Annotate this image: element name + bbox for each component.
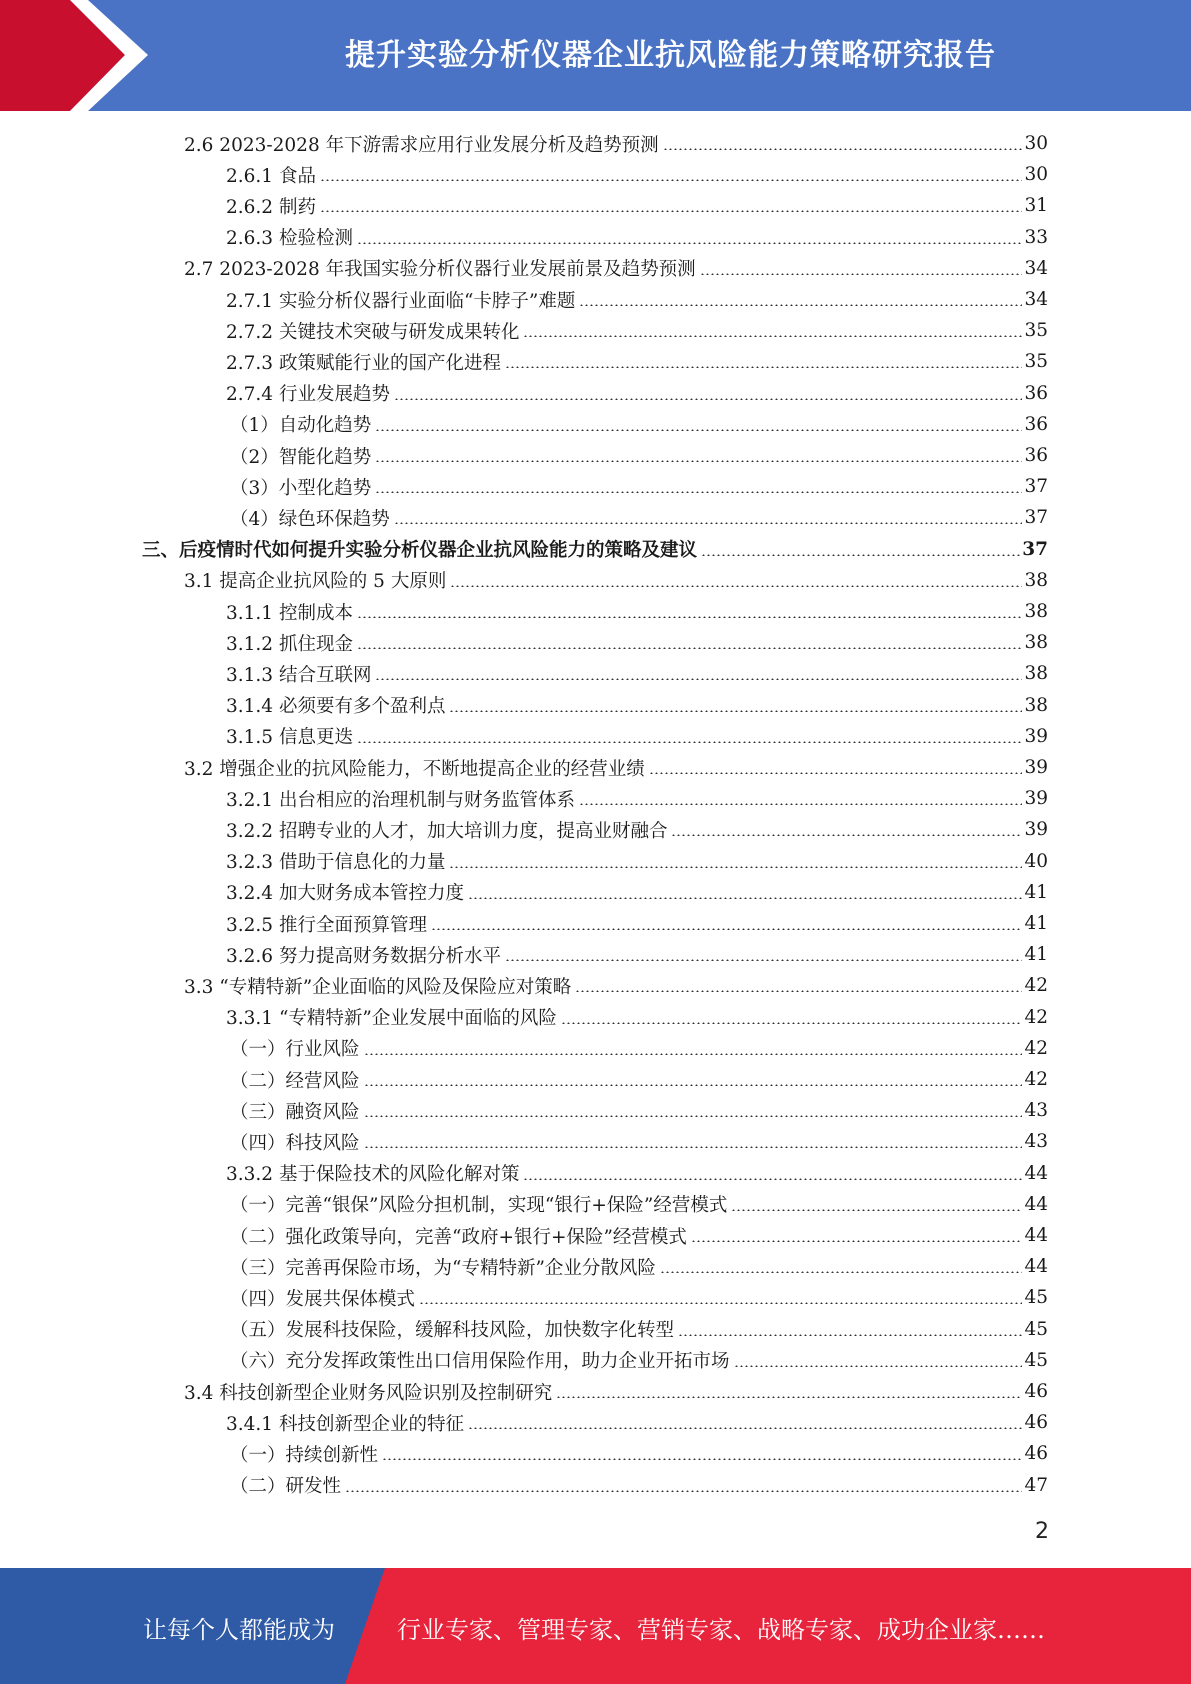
toc-dot-leader (468, 897, 1022, 899)
toc-dot-leader (375, 429, 1022, 431)
toc-dot-leader (561, 1022, 1023, 1024)
toc-entry-title: 3.1.1 控制成本 (226, 602, 353, 624)
toc-entry[interactable] (230, 1033, 1048, 1064)
toc-entry-title: （4）绿色环保趋势 (230, 508, 390, 530)
toc-entry-page: 30 (1024, 164, 1048, 186)
toc-entry-page: 44 (1024, 1193, 1048, 1215)
toc-entry[interactable] (226, 658, 1048, 689)
toc-entry-page: 42 (1024, 1069, 1048, 1090)
toc-entry-page: 37 (1022, 538, 1048, 560)
toc-entry-title: （二）强化政策导向，完善“政府+银行+保险”经营模式 (230, 1226, 687, 1248)
toc-entry[interactable] (230, 502, 1048, 533)
toc-entry-title: 3.1.5 信息更迭 (226, 727, 353, 749)
toc-entry-title: 3.2.2 招聘专业的人才，加大培训力度，提高业财融合 (226, 820, 668, 842)
toc-entry[interactable] (230, 409, 1048, 440)
toc-entry-title: 3.2.6 努力提高财务数据分析水平 (226, 945, 501, 967)
toc-entry-title: 2.6.2 制药 (226, 196, 316, 218)
toc-entry-title: 3.1.3 结合互联网 (226, 664, 372, 686)
toc-dot-leader (431, 928, 1022, 930)
toc-dot-leader (505, 366, 1022, 368)
toc-dot-leader (357, 242, 1023, 244)
toc-dot-leader (345, 1490, 1022, 1492)
toc-entry-title: 3.4.1 科技创新型企业的特征 (226, 1413, 464, 1435)
toc-dot-leader (523, 335, 1022, 337)
toc-entry-title: （1）自动化趋势 (230, 415, 372, 437)
page-title: 提升实验分析仪器企业抗风险能力策略研究报告 (345, 38, 996, 73)
toc-entry[interactable] (230, 440, 1048, 471)
toc-dot-leader (468, 1427, 1022, 1429)
toc-entry[interactable] (230, 1314, 1048, 1345)
toc-entry-page: 38 (1024, 632, 1048, 654)
toc-entry[interactable] (226, 159, 1048, 190)
toc-entry-title: 2.7.1 实验分析仪器行业面临“卡脖子”难题 (226, 290, 576, 312)
toc-entry-page: 36 (1024, 382, 1048, 404)
toc-entry-page: 33 (1024, 226, 1048, 248)
toc-entry[interactable] (230, 1282, 1048, 1313)
toc-dot-leader (731, 1209, 1022, 1211)
toc-dot-leader (505, 959, 1022, 961)
page-number: 2 (1035, 1519, 1049, 1544)
toc-entry[interactable] (230, 1220, 1048, 1251)
toc-entry-title: 2.6.1 食品 (226, 165, 316, 187)
toc-entry-title: 2.7 2023-2028 年我国实验分析仪器行业发展前景及趋势预测 (184, 259, 696, 281)
toc-entry[interactable] (226, 284, 1048, 315)
toc-entry[interactable] (230, 1251, 1048, 1282)
toc-entry-page: 44 (1024, 1256, 1048, 1278)
toc-entry[interactable] (226, 721, 1048, 752)
toc-entry-title: 2.7.2 关键技术突破与研发成果转化 (226, 321, 520, 343)
toc-entry-page: 31 (1024, 195, 1048, 217)
toc-entry-page: 39 (1024, 725, 1048, 747)
toc-entry[interactable] (230, 1345, 1048, 1376)
toc-entry-title: 3.4 科技创新型企业财务风险识别及控制研究 (184, 1382, 553, 1404)
toc-dot-leader (375, 491, 1022, 493)
toc-entry[interactable] (184, 565, 1048, 596)
toc-entry-page: 41 (1024, 881, 1048, 903)
toc-entry-title: （五）发展科技保险，缓解科技风险，加快数字化转型 (230, 1320, 675, 1342)
toc-entry-page: 46 (1024, 1443, 1048, 1465)
toc-entry-title: （三）融资风险 (230, 1101, 360, 1123)
toc-entry[interactable] (230, 1095, 1048, 1126)
toc-entry-page: 46 (1024, 1412, 1048, 1434)
toc-entry-page: 36 (1024, 445, 1048, 466)
toc-entry-title: 三、后疫情时代如何提升实验分析仪器企业抗风险能力的策略及建议 (142, 540, 698, 562)
toc-dot-leader (394, 398, 1022, 400)
toc-entry-page: 39 (1024, 819, 1048, 841)
toc-entry-page: 34 (1024, 289, 1048, 310)
toc-entry-title: （一）行业风险 (230, 1039, 360, 1061)
toc-entry-title: 3.1.4 必须要有多个盈利点 (226, 696, 446, 718)
toc-dot-leader (394, 522, 1023, 524)
toc-entry[interactable] (184, 128, 1048, 159)
toc-entry-title: 3.3.2 基于保险技术的风险化解对策 (226, 1164, 520, 1186)
toc-entry-page: 43 (1024, 1100, 1048, 1122)
toc-entry[interactable] (226, 315, 1048, 346)
toc-entry-page: 44 (1024, 1225, 1048, 1246)
toc-entry-page: 37 (1024, 476, 1048, 498)
toc-entry-page: 38 (1024, 694, 1048, 716)
toc-dot-leader (320, 179, 1023, 181)
toc-dot-leader (375, 678, 1022, 680)
toc-entry-page: 35 (1024, 351, 1048, 373)
toc-dot-leader (678, 1334, 1022, 1336)
toc-entry-title: 3.3 “专精特新”企业面临的风险及保险应对策略 (184, 976, 572, 998)
toc-dot-leader (579, 304, 1022, 306)
toc-entry[interactable] (226, 908, 1048, 939)
toc-entry-page: 47 (1024, 1474, 1048, 1496)
toc-dot-leader (449, 710, 1022, 712)
footer-slogan-right: 行业专家、管理专家、营销专家、战略专家、成功企业家…… (397, 1616, 1045, 1644)
toc-dot-leader (556, 1396, 1022, 1398)
toc-dot-leader (357, 647, 1023, 649)
toc-entry-page: 34 (1024, 257, 1048, 279)
toc-entry[interactable] (226, 1407, 1048, 1438)
toc-entry[interactable] (184, 970, 1048, 1001)
toc-entry[interactable] (230, 1438, 1048, 1469)
toc-dot-leader (523, 1178, 1022, 1180)
toc-entry[interactable] (184, 253, 1048, 284)
toc-dot-leader (671, 834, 1022, 836)
toc-entry-title: 3.2 增强企业的抗风险能力，不断地提高企业的经营业绩 (184, 758, 645, 780)
toc-entry[interactable] (184, 1376, 1048, 1407)
toc-entry-title: 3.1 提高企业抗风险的 5 大原则 (184, 571, 447, 593)
toc-entry[interactable] (184, 752, 1048, 783)
toc-entry-title: （二）研发性 (230, 1476, 342, 1498)
toc-entry[interactable] (230, 1189, 1048, 1220)
toc-entry-page: 39 (1024, 757, 1048, 778)
toc-dot-leader (364, 1084, 1023, 1086)
toc-entry-page: 42 (1024, 1037, 1048, 1059)
toc-entry[interactable] (226, 939, 1048, 970)
toc-dot-leader (734, 1365, 1023, 1367)
toc-entry-page: 41 (1024, 913, 1048, 934)
toc-dot-leader (700, 273, 1023, 275)
toc-entry[interactable] (226, 1002, 1048, 1033)
toc-entry-page: 36 (1024, 413, 1048, 435)
toc-entry-page: 39 (1024, 788, 1048, 810)
toc-dot-leader (649, 772, 1023, 774)
toc-entry-page: 45 (1024, 1349, 1048, 1371)
toc-dot-leader (450, 585, 1022, 587)
toc-entry[interactable] (226, 627, 1048, 658)
toc-entry[interactable] (226, 346, 1048, 377)
toc-entry[interactable] (230, 1064, 1048, 1095)
toc-entry[interactable] (226, 690, 1048, 721)
toc-entry-title: （四）发展共保体模式 (230, 1288, 416, 1310)
toc-dot-leader (691, 1240, 1023, 1242)
toc-dot-leader (375, 460, 1022, 462)
toc-entry[interactable] (226, 1158, 1048, 1189)
toc-dot-leader (579, 803, 1022, 805)
toc-dot-leader (575, 990, 1022, 992)
toc-entry-title: （2）智能化趋势 (230, 446, 372, 468)
toc-dot-leader (660, 1271, 1023, 1273)
toc-entry-title: 3.1.2 抓住现金 (226, 633, 353, 655)
toc-entry-title: （一）持续创新性 (230, 1444, 379, 1466)
toc-entry-title: 2.7.4 行业发展趋势 (226, 384, 390, 406)
toc-entry[interactable] (226, 190, 1048, 221)
toc-entry[interactable] (226, 846, 1048, 877)
toc-entry[interactable] (226, 783, 1048, 814)
toc-entry-page: 45 (1024, 1318, 1048, 1340)
toc-dot-leader (364, 1115, 1023, 1117)
toc-entry[interactable] (230, 1126, 1048, 1157)
toc-entry-page: 35 (1024, 320, 1048, 342)
toc-entry-page: 46 (1024, 1381, 1048, 1402)
toc-entry-title: 2.6 2023-2028 年下游需求应用行业发展分析及趋势预测 (184, 134, 659, 156)
toc-entry[interactable] (226, 596, 1048, 627)
toc-entry-page: 37 (1024, 507, 1048, 529)
toc-dot-leader (382, 1458, 1022, 1460)
toc-dot-leader (364, 1053, 1023, 1055)
toc-entry-page: 38 (1024, 663, 1048, 685)
toc-entry-title: （二）经营风险 (230, 1070, 360, 1092)
toc-entry-page: 43 (1024, 1131, 1048, 1153)
toc-entry-title: 2.7.3 政策赋能行业的国产化进程 (226, 352, 501, 374)
toc-entry-page: 42 (1024, 975, 1048, 997)
toc-entry-title: （一）完善“银保”风险分担机制，实现“银行+保险”经营模式 (230, 1195, 728, 1217)
toc-dot-leader (364, 1146, 1023, 1148)
toc-entry-title: （三）完善再保险市场，为“专精特新”企业分散风险 (230, 1257, 656, 1279)
toc-entry-page: 30 (1024, 133, 1048, 154)
toc-dot-leader (320, 210, 1023, 212)
toc-entry-page: 38 (1024, 569, 1048, 591)
toc-entry[interactable] (226, 877, 1048, 908)
toc-dot-leader (449, 866, 1022, 868)
toc-dot-leader (357, 616, 1023, 618)
toc-entry-title: 2.6.3 检验检测 (226, 228, 353, 250)
toc-entry[interactable] (142, 534, 1048, 565)
toc-entry-title: （3）小型化趋势 (230, 477, 372, 499)
toc-entry-page: 44 (1024, 1162, 1048, 1184)
toc-entry-page: 40 (1024, 850, 1048, 872)
toc-entry-title: 3.2.1 出台相应的治理机制与财务监管体系 (226, 789, 575, 811)
toc-entry-title: （四）科技风险 (230, 1132, 360, 1154)
toc-entry[interactable] (226, 222, 1048, 253)
toc-entry-page: 41 (1024, 944, 1048, 966)
toc-entry-page: 38 (1024, 601, 1048, 622)
toc-dot-leader (419, 1302, 1022, 1304)
toc-entry[interactable] (226, 378, 1048, 409)
toc-dot-leader (357, 741, 1023, 743)
footer-slogan-left: 让每个人都能成为 (143, 1616, 335, 1644)
toc-entry-title: 3.2.3 借助于信息化的力量 (226, 852, 446, 874)
toc-entry-page: 42 (1024, 1006, 1048, 1028)
toc-entry-title: 3.3.1 “专精特新”企业发展中面临的风险 (226, 1008, 557, 1030)
toc-entry-title: 3.2.4 加大财务成本管控力度 (226, 883, 464, 905)
toc-entry-title: 3.2.5 推行全面预算管理 (226, 914, 427, 936)
toc-entry[interactable] (230, 471, 1048, 502)
toc-entry[interactable] (230, 1470, 1048, 1501)
toc-entry-page: 45 (1024, 1287, 1048, 1309)
toc-entry-title: （六）充分发挥政策性出口信用保险作用，助力企业开拓市场 (230, 1351, 730, 1373)
toc-dot-leader (663, 148, 1023, 150)
toc-dot-leader (701, 554, 1020, 556)
toc-entry[interactable] (226, 814, 1048, 845)
